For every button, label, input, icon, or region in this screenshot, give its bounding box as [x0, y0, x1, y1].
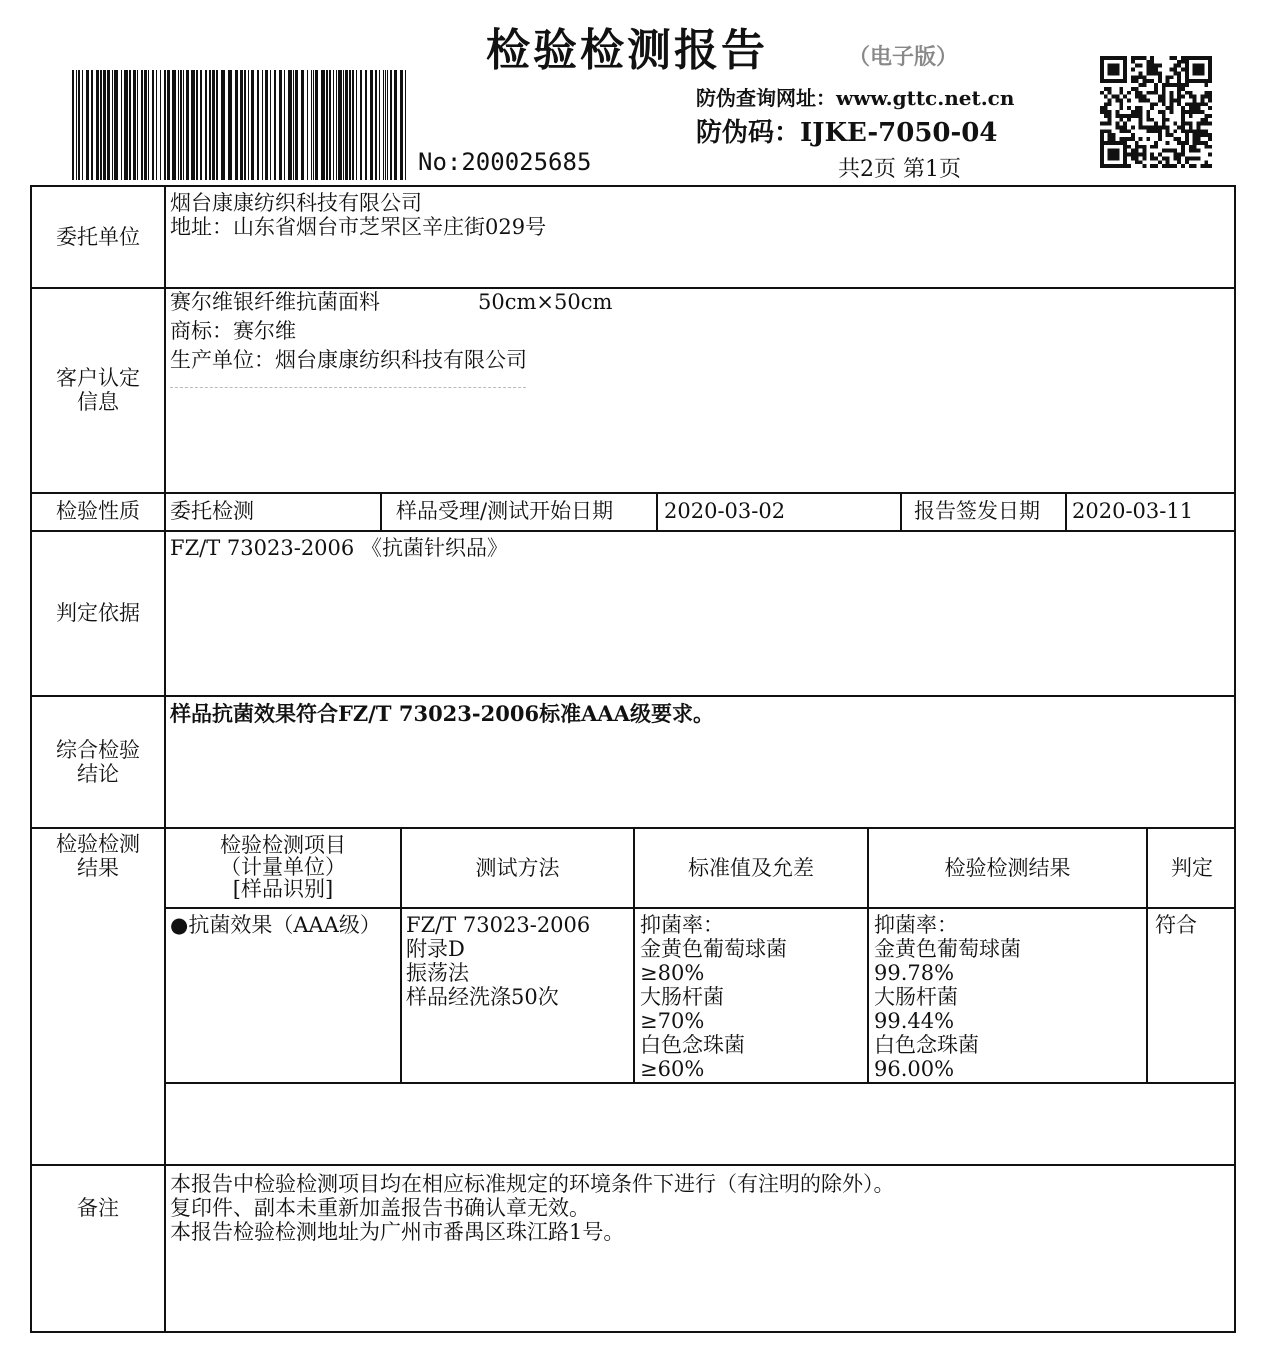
- col-header-standard: 标准值及允差: [688, 856, 814, 880]
- client-address: 地址：山东省烟台市芝罘区辛庄街029号: [170, 215, 547, 239]
- column-divider: [900, 492, 902, 530]
- inspection-type-value: 委托检测: [170, 499, 254, 523]
- report-number: No:200025685: [418, 148, 592, 176]
- result-values: 抑菌率： 金黄色葡萄球菌 99.78% 大肠杆菌 99.44% 白色念珠菌 96.00%: [874, 913, 1021, 1081]
- row-divider: [30, 1164, 1236, 1166]
- client-label: 委托单位: [56, 225, 140, 249]
- column-divider: [656, 492, 658, 530]
- inspection-type-label: 检验性质: [56, 499, 140, 523]
- product-name: 赛尔维银纤维抗菌面料: [170, 290, 380, 314]
- column-divider: [380, 492, 382, 530]
- result-method: FZ/T 73023-2006 附录D 振荡法 样品经洗涤50次: [406, 913, 591, 1009]
- row-divider: [30, 492, 1236, 494]
- row-divider: [30, 695, 1236, 697]
- result-judgement: 符合: [1155, 913, 1197, 937]
- result-standard: 抑菌率： 金黄色葡萄球菌 ≥80% 大肠杆菌 ≥70% 白色念珠菌 ≥60%: [640, 913, 787, 1081]
- page-info: 共2页 第1页: [838, 157, 961, 182]
- remarks-text: 本报告中检验检测项目均在相应标准规定的环境条件下进行（有注明的除外）。 复印件、副本未重新加盖报告书确认章无效。 本报告检验检测地址为广州市番禺区珠江路1号。: [170, 1172, 895, 1244]
- start-date-value: 2020-03-02: [664, 499, 786, 523]
- issue-date-label: 报告签发日期: [914, 499, 1040, 523]
- issue-date-value: 2020-03-11: [1072, 499, 1194, 523]
- product-size: 50cm×50cm: [478, 290, 613, 314]
- product-manufacturer: 生产单位：烟台康康纺织科技有限公司: [170, 348, 527, 372]
- col-header-method: 测试方法: [475, 856, 560, 880]
- conclusion-label: 综合检验 结论: [56, 738, 140, 786]
- basis-label: 判定依据: [56, 601, 140, 625]
- results-label: 检验检测 结果: [56, 832, 140, 880]
- basis-value: FZ/T 73023-2006 《抗菌针织品》: [170, 536, 508, 560]
- row-divider: [30, 530, 1236, 532]
- client-name: 烟台康康纺织科技有限公司: [170, 191, 422, 215]
- col-header-item: 检验检测项目 （计量单位） [样品识别]: [220, 833, 346, 901]
- barcode-icon: [72, 70, 408, 180]
- verify-url: 防伪查询网址：www.gttc.net.cn: [696, 86, 1015, 110]
- report-title: 检验检测报告: [486, 25, 768, 76]
- row-divider: [166, 907, 1236, 909]
- remarks-label: 备注: [77, 1196, 119, 1220]
- edition-label: （电子版）: [848, 45, 959, 70]
- conclusion-value: 样品抗菌效果符合FZ/T 73023-2006标准AAA级要求。: [170, 701, 714, 726]
- start-date-label: 样品受理/测试开始日期: [396, 499, 614, 523]
- row-divider: [166, 1082, 1236, 1084]
- result-item: ●抗菌效果（AAA级）: [170, 913, 381, 937]
- verify-code: 防伪码：IJKE-7050-04: [696, 118, 998, 148]
- customer-info-label: 客户认定 信息: [56, 366, 140, 414]
- column-divider: [1065, 492, 1067, 530]
- col-header-judgement: 判定: [1171, 856, 1213, 880]
- dashed-divider: [170, 387, 526, 388]
- qr-code-icon: [1100, 56, 1212, 168]
- product-brand: 商标：赛尔维: [170, 319, 296, 343]
- col-header-result: 检验检测结果: [944, 856, 1071, 880]
